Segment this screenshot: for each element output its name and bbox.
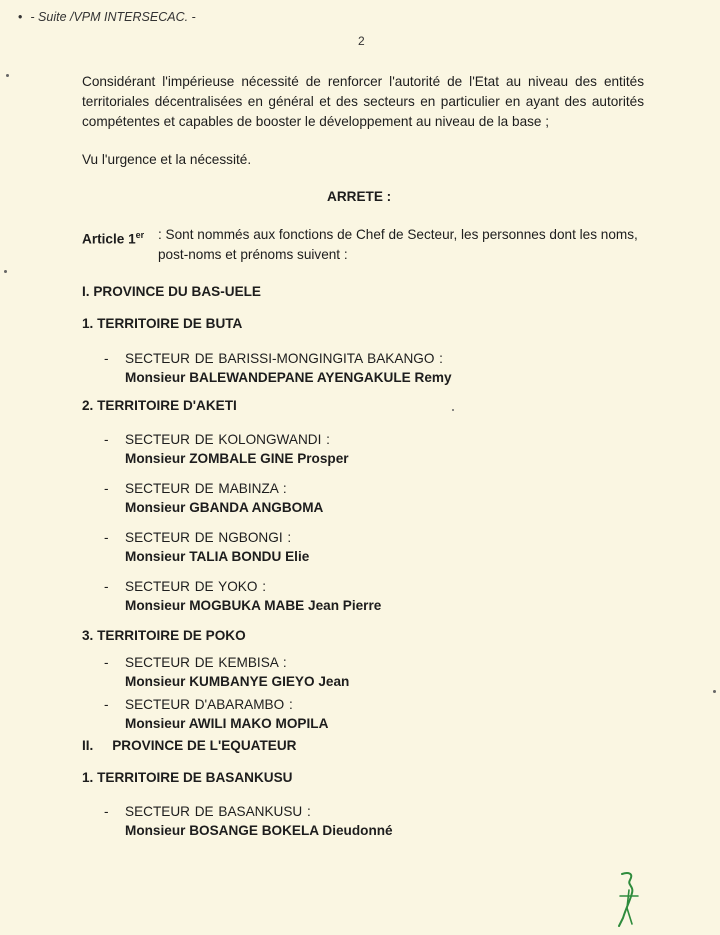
article-text: : Sont nommés aux fonctions de Chef de Secteur, les personnes dont les noms, post-noms et prénoms suivent : [158, 227, 638, 262]
appointee-name: Monsieur MOGBUKA MABE Jean Pierre [125, 598, 382, 613]
header-text: - Suite /VPM INTERSECAC. - [30, 10, 196, 24]
sector-label: SECTEUR DE NGBONGI : [125, 530, 292, 545]
appointee-name: Monsieur BALEWANDEPANE AYENGAKULE Remy [125, 370, 452, 385]
list-dash: - [104, 579, 109, 594]
page-number: 2 [358, 34, 365, 48]
province-heading: I. PROVINCE DU BAS-UELE [82, 284, 262, 299]
territory-heading: 1. TERRITOIRE DE BUTA [82, 316, 243, 331]
list-dash: - [104, 804, 109, 819]
article-label [82, 225, 144, 250]
considerant-paragraph: Considérant l'impérieuse nécessité de renforcer l'autorité de l'Etat au niveau des entités territoriales décentralisées en général et des secteurs en particulier en ayant des autorités compétentes et capables de booster le développement au niveau de la base ; [82, 74, 644, 129]
appointee-name: Monsieur AWILI MAKO MOPILA [125, 716, 329, 731]
list-dash: - [104, 697, 109, 712]
signature-initial-icon [612, 866, 646, 928]
running-header [18, 10, 196, 24]
arrete-heading: ARRETE : [327, 189, 392, 204]
list-dash: - [104, 655, 109, 670]
sector-label: SECTEUR D'ABARAMBO : [125, 697, 293, 712]
sector-label: SECTEUR DE MABINZA : [125, 481, 287, 496]
list-dash: - [104, 481, 109, 496]
province-heading: II. PROVINCE DE L'EQUATEUR [82, 738, 297, 753]
appointee-name: Monsieur TALIA BONDU Elie [125, 549, 310, 564]
list-dash: - [104, 432, 109, 447]
header-bullet: • [18, 10, 23, 24]
scan-speck [713, 690, 716, 693]
territory-heading: 2. TERRITOIRE D'AKETI [82, 398, 237, 413]
list-dash: - [104, 530, 109, 545]
sector-label: SECTEUR DE BASANKUSU : [125, 804, 311, 819]
vu-paragraph: Vu l'urgence et la nécessité. [82, 152, 252, 167]
scan-speck [4, 270, 7, 273]
sector-label: SECTEUR DE KOLONGWANDI : [125, 432, 330, 447]
territory-heading: 1. TERRITOIRE DE BASANKUSU [82, 770, 293, 785]
territory-heading: 3. TERRITOIRE DE POKO [82, 628, 246, 643]
appointee-name: Monsieur GBANDA ANGBOMA [125, 500, 324, 515]
scan-speck [452, 409, 454, 411]
article-label-text: Article 1 [82, 231, 136, 247]
list-dash: - [104, 351, 109, 366]
sector-label: SECTEUR DE BARISSI-MONGINGITA BAKANGO : [125, 351, 443, 366]
sector-label: SECTEUR DE KEMBISA : [125, 655, 287, 670]
scan-speck [6, 74, 9, 77]
sector-label: SECTEUR DE YOKO : [125, 579, 266, 594]
appointee-name: Monsieur ZOMBALE GINE Prosper [125, 451, 349, 466]
article-label-sup: er [135, 230, 145, 240]
appointee-name: Monsieur BOSANGE BOKELA Dieudonné [125, 823, 393, 838]
appointee-name: Monsieur KUMBANYE GIEYO Jean [125, 674, 350, 689]
